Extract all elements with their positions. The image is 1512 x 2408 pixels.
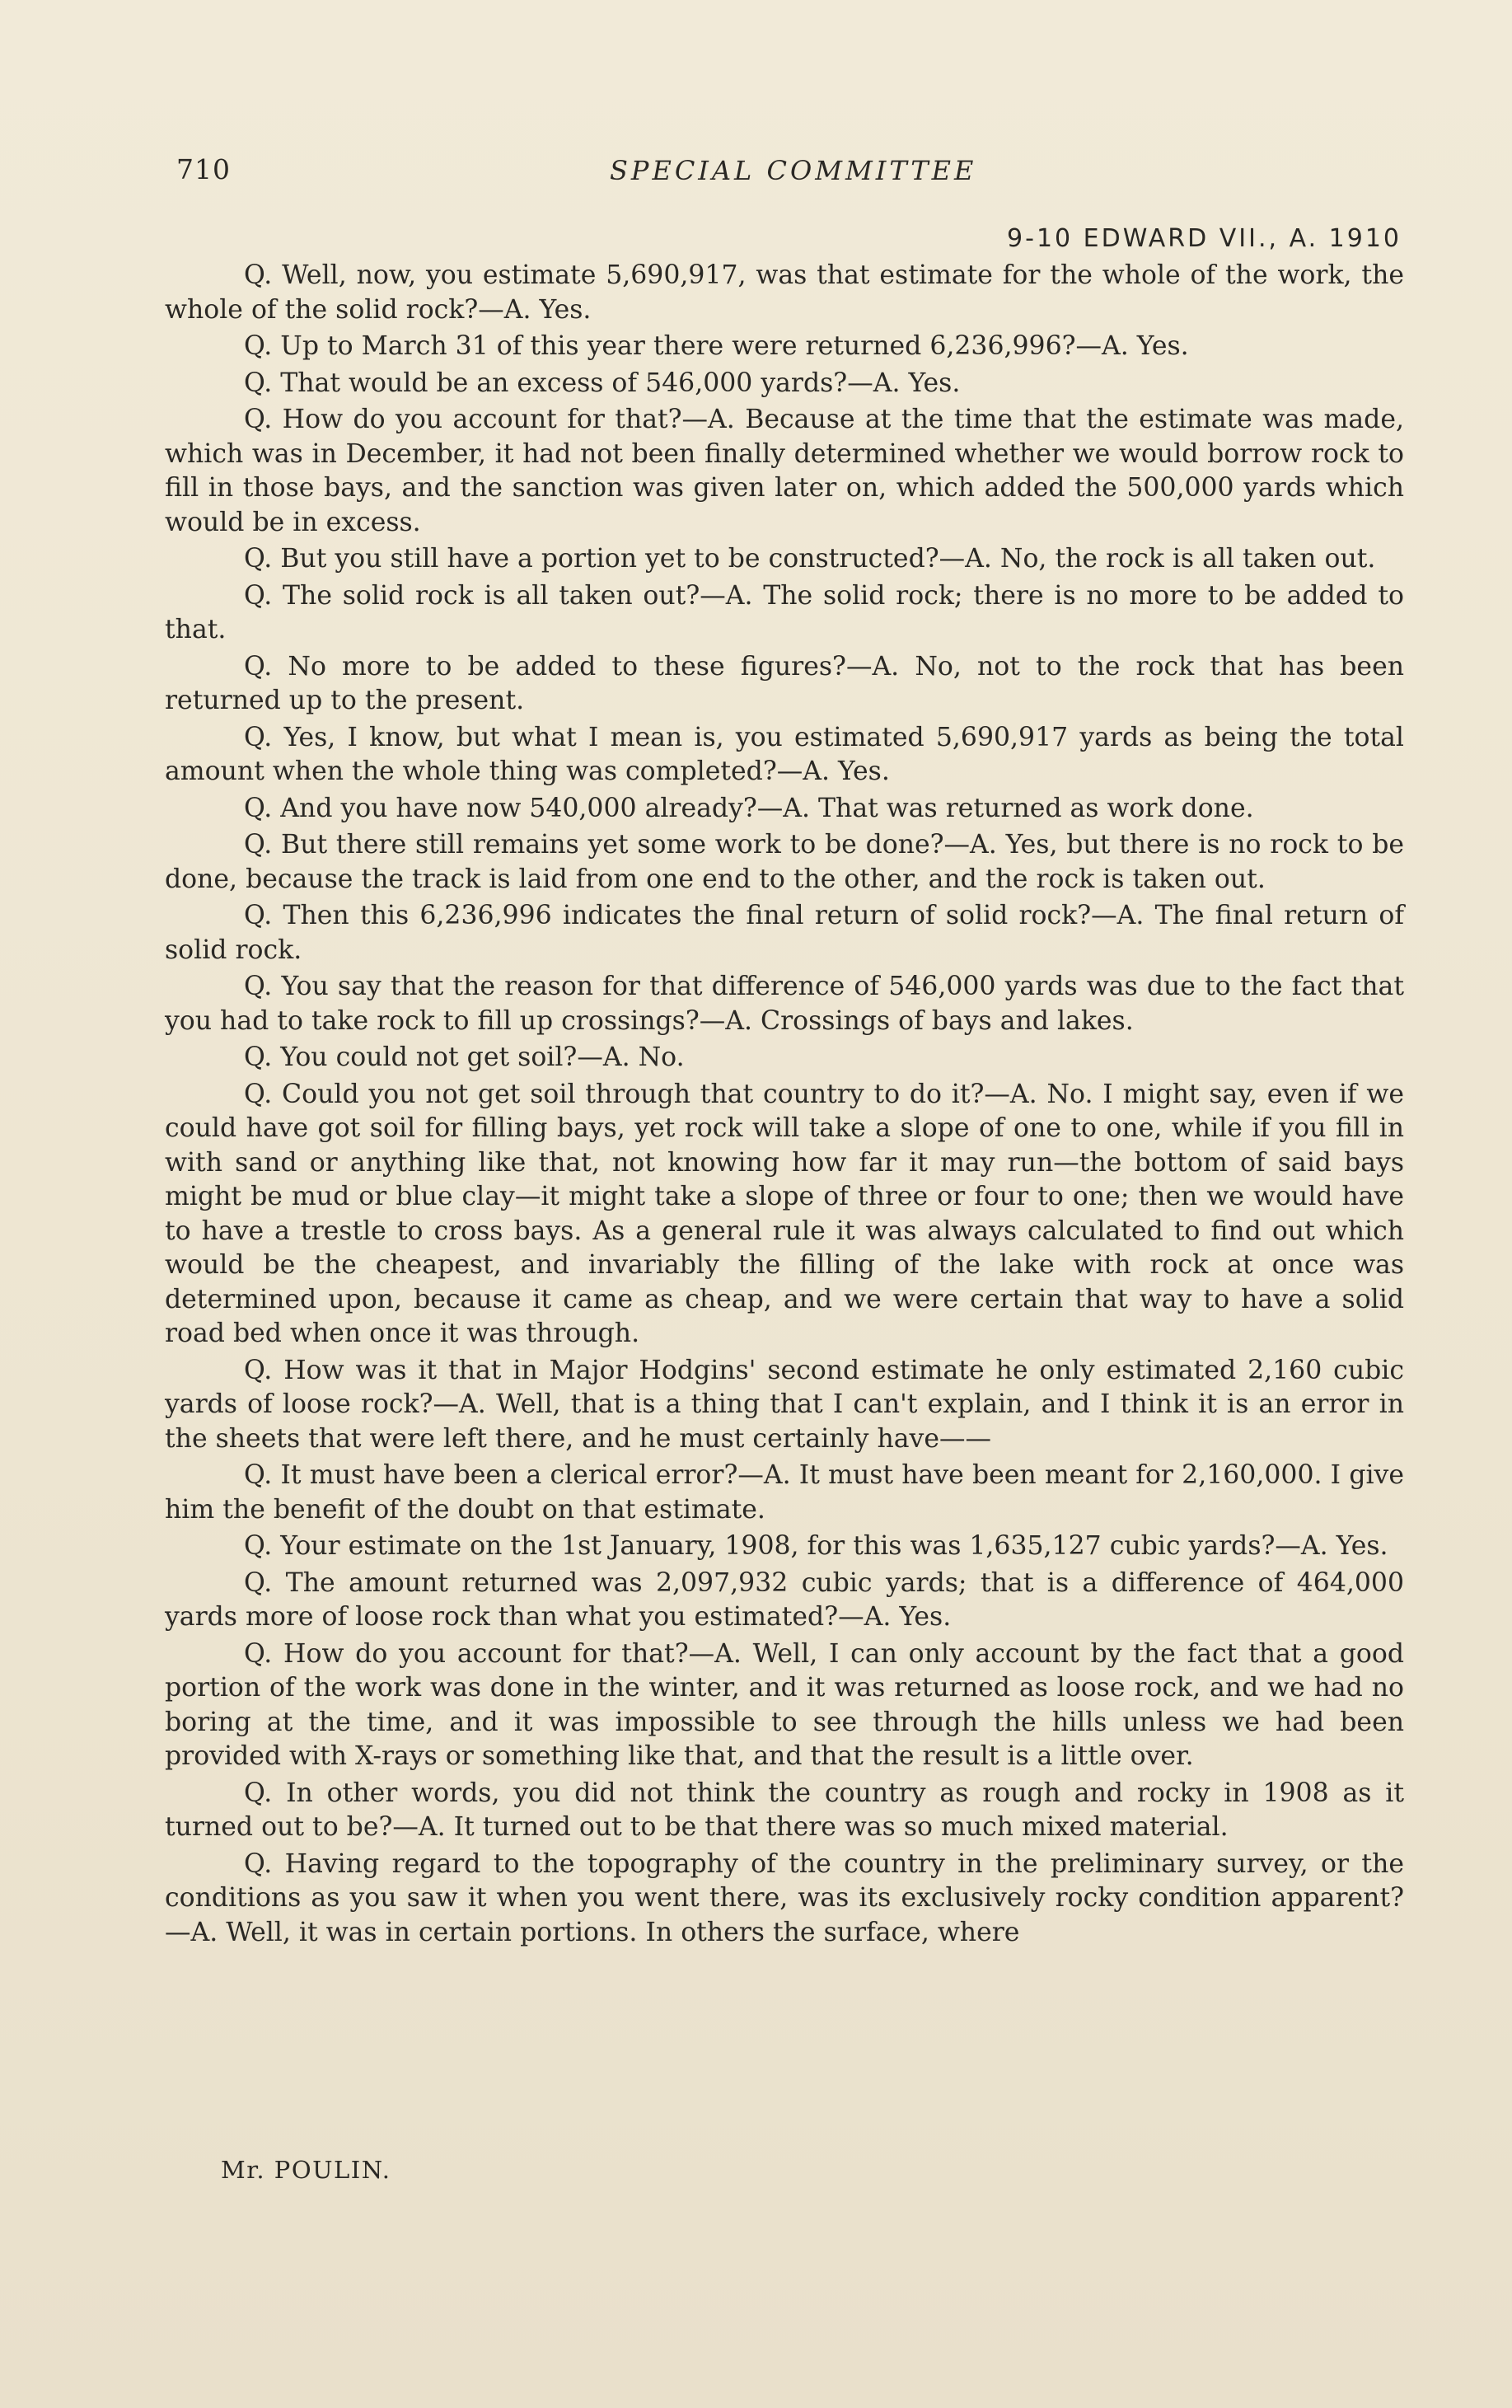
testimony-paragraph: Q. How do you account for that?—A. Because at the time that the estimate was made, which was in December, it had not been finally determined whether we would borrow rock to fill in those bays, and the sanction was given later on, which added the 500,000 yards which would be in excess.	[165, 405, 1404, 537]
testimony-paragraph: Q. How do you account for that?—A. Well, I can only account by the fact that a good portion of the work was done in the winter, and it was returned as loose rock, and we had no boring at the time, and it was impossible to see through the hills unless we had been provided with X-rays or something like that, and that the result is a little over.	[165, 1638, 1404, 1771]
testimony-paragraph: Q. How was it that in Major Hodgins' second estimate he only estimated 2,160 cubic yards of loose rock?—A. Well, that is a thing that I can't explain, and I think it is an error in the sheets that were left there, and he must certainly have——	[165, 1355, 1404, 1454]
speaker-attribution: Mr. POULIN.	[221, 2156, 391, 2184]
testimony-paragraph: Q. You could not get soil?—A. No.	[244, 1042, 685, 1072]
testimony-paragraph: Q. You say that the reason for that difference of 546,000 yards was due to the fact that you had to take rock to fill up crossings?—A. Crossings of bays and lakes.	[165, 972, 1404, 1036]
testimony-paragraph: Q. And you have now 540,000 already?—A. That was returned as work done.	[244, 793, 1254, 823]
testimony-paragraph: Q. Could you not get soil through that country to do it?—A. No. I might say, even if we could have got soil for filling bays, yet rock will take a slope of one to one, while if you fill in with sand or anything like that, not knowing how far it may run—the bottom of said bays might be mud or blue clay—it might take a slope of three or four to one; then we would have to have a trestle to cross bays. As a general rule it was always calculated to find out which would be the cheapest, and invariably the filling of the lake with rock at once was determined upon, because it came as cheap, and we were certain that way to have a solid road bed when once it was through.	[165, 1079, 1404, 1348]
testimony-paragraph: Q. The solid rock is all taken out?—A. The solid rock; there is no more to be added to that.	[165, 580, 1404, 644]
testimony-paragraph: Q. In other words, you did not think the country as rough and rocky in 1908 as it turned out to be?—A. It turned out to be that there was so much mixed material.	[165, 1778, 1404, 1842]
testimony-paragraph: Q. That would be an excess of 546,000 yards?—A. Yes.	[244, 368, 961, 398]
testimony-paragraph: Q. Yes, I know, but what I mean is, you estimated 5,690,917 yards as being the total amount when the whole thing was completed?—A. Yes.	[165, 722, 1404, 786]
page-number: 710	[176, 153, 231, 185]
testimony-body	[165, 259, 1404, 1952]
testimony-paragraph: Q. Having regard to the topography of the country in the preliminary survey, or the conditions as you saw it when you went there, was its exclusively rocky condition apparent?—A. Well, it was in certain portions. In others the surface, where	[165, 1848, 1404, 1947]
running-head: SPECIAL COMMITTEE	[610, 155, 977, 186]
testimony-paragraph: Q. Your estimate on the 1st January, 1908, for this was 1,635,127 cubic yards?—A. Yes.	[244, 1531, 1388, 1561]
testimony-paragraph: Q. The amount returned was 2,097,932 cubic yards; that is a difference of 464,000 yards more of loose rock than what you estimated?—A. Yes.	[165, 1567, 1404, 1632]
testimony-paragraph: Q. Up to March 31 of this year there were returned 6,236,996?—A. Yes.	[244, 331, 1189, 361]
testimony-paragraph: Q. Well, now, you estimate 5,690,917, was that estimate for the whole of the work, the whole of the solid rock?—A. Yes.	[165, 260, 1404, 325]
testimony-paragraph: Q. It must have been a clerical error?—A. It must have been meant for 2,160,000. I give him the benefit of the doubt on that estimate.	[165, 1460, 1404, 1525]
testimony-paragraph: Q. But you still have a portion yet to be constructed?—A. No, the rock is all taken out.	[244, 544, 1376, 574]
testimony-paragraph: Q. Then this 6,236,996 indicates the final return of solid rock?—A. The final return of solid rock.	[165, 901, 1404, 965]
session-reference: 9-10 EDWARD VII., A. 1910	[1007, 224, 1402, 253]
testimony-paragraph: Q. But there still remains yet some work to be done?—A. Yes, but there is no rock to be done, because the track is laid from one end to the other, and the rock is taken out.	[165, 830, 1404, 894]
testimony-paragraph: Q. No more to be added to these figures?—A. No, not to the rock that has been returned up to the present.	[165, 651, 1404, 715]
